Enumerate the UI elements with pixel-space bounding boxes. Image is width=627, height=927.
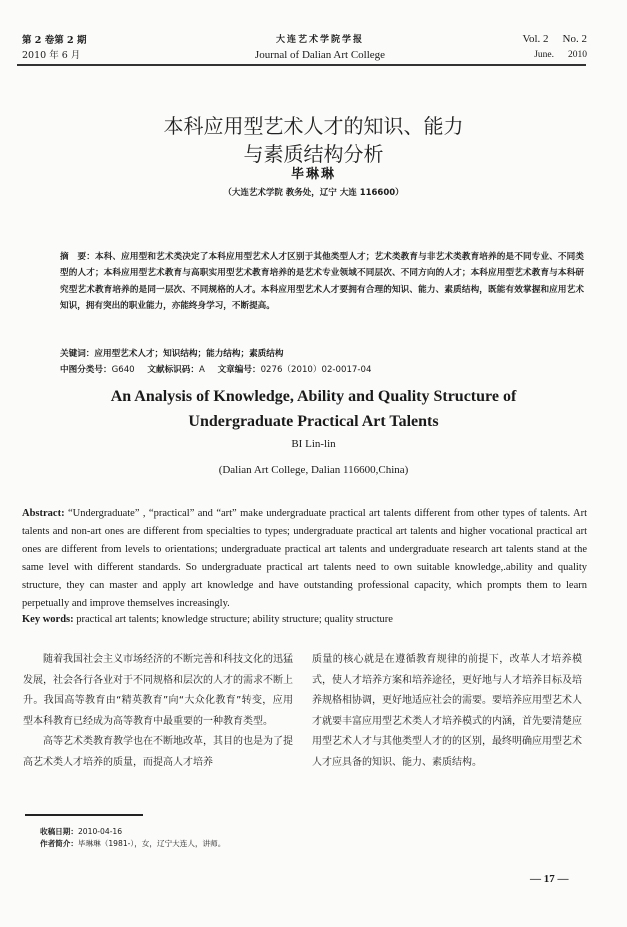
abstract-cn-label: 摘 要： [60, 252, 95, 262]
header-volume-date [22, 33, 86, 63]
bio-label: 作者简介： [40, 839, 78, 848]
abstract-en-text: “Undergraduate” , “practical” and “art” make undergraduate practical art talents different from other types of talents. Art talents and non-art ones are different from specialties to types; undergraduate practical art talents and higher vocational practical art ones are different from levels to orientations; undergraduate practical art talents and undergraduate research art talents stand at the same level with different standards. So undergraduate practical art talents need to own suitable knowledge,.ability and quality structure, they can master and apply art knowledge and have outstanding professional capacity, which prompts them to learn perpetually and improve themselves increasingly. [22, 508, 587, 609]
volume-issue-cn: 第 2 卷第 2 期 [22, 35, 87, 46]
author-bio [40, 838, 225, 850]
bio-value: 毕琳琳（1981-），女，辽宁大连人，讲师。 [77, 839, 226, 848]
keywords-cn-text: 应用型艺术人才；知识结构；能力结构；素质结构 [94, 349, 284, 359]
article-no-value: 0276（2010）02-0017-04 [260, 365, 372, 375]
title-cn-line1: 本科应用型艺术人才的知识、能力 [163, 114, 464, 138]
journal-name-cn: 大连艺术学院学报 [275, 35, 364, 45]
volume-label: Vol. 2 [522, 33, 549, 45]
keywords-cn-label: 关键词： [60, 349, 95, 359]
journal-name-en: Journal of Dalian Art College [254, 49, 386, 61]
doc-code-label: 文献标识码： [147, 365, 199, 375]
paper-title-cn [0, 112, 627, 168]
body-column-right [312, 650, 582, 773]
month-label: June. [534, 50, 554, 60]
received-label: 收稿日期： [40, 827, 78, 836]
date-cn: 2010 年 6 月 [22, 50, 81, 61]
keywords-en-text: practical art talents; knowledge structure; ability structure; quality structure [73, 614, 393, 625]
clc-value: G640 [111, 365, 135, 375]
body-paragraph: 质量的核心就是在遵循教育规律的前提下，改革人才培养模式，使人才培养方案和培养途径，更好地与人才培养目标及培养规格相协调，更好地适应社会的需要。要培养应用型艺术人才就要丰富应用型艺术类人才培养模式的内涵，首先要清楚应用型艺术人才与其他类型人才的的区别，最终明确应用型艺术人才应具备的知识、能力、素质结构。 [312, 654, 582, 768]
title-en-line1: An Analysis of Knowledge, Ability and Quality Structure of [110, 388, 517, 405]
abstract-en-label: Abstract: [22, 508, 65, 519]
keywords-cn [60, 346, 584, 362]
body-paragraph: 随着我国社会主义市场经济的不断完善和科技文化的迅猛发展，社会各行各业对于不同规格和层次的人才的需求不断上升。我国高等教育由“精英教育”向“大众化教育”转变，应用型本科教育已经成为高等教育中最重要的一种教育类型。 [23, 654, 293, 727]
title-cn-line2: 与素质结构分析 [243, 142, 384, 166]
body-paragraph: 高等艺术类教育教学也在不断地改革，其目的也是为了提高艺术类人才培养的质量，而提高人才培养 [23, 736, 293, 768]
author-en: BI Lin-lin [291, 438, 336, 450]
abstract-cn [60, 249, 584, 314]
affiliation-en: (Dalian Art College, Dalian 116600,China) [218, 464, 409, 476]
received-value: 2010-04-16 [77, 827, 123, 836]
header-journal [200, 33, 440, 63]
author-cn: 毕琳琳 [290, 167, 336, 182]
footnote [40, 826, 225, 850]
year-label: 2010 [568, 50, 587, 60]
header-vol-no [522, 31, 587, 63]
body-column-left [23, 650, 293, 773]
abstract-en [22, 505, 587, 613]
paper-title-en [0, 384, 627, 434]
abstract-cn-text: 本科、应用型和艺术类决定了本科应用型艺术人才区别于其他类型人才；艺术类教育与非艺术类教育培养的是不同专业、不同类型的人才；本科应用型艺术教育与高职实用型艺术教育培养的是艺术专业领域不同层次、不同方向的人才；本科应用型艺术教育与本科研究型艺术教育培养的是同一层次、不同规格的人才。本科应用型艺术人才要拥有合理的知识、能力、素质结构，既能有效掌握和应用艺术知识，拥有突出的职业能力，亦能终身学习，不断提高。 [60, 252, 584, 311]
classification-cn [60, 362, 584, 378]
page-number: — 17 — [530, 873, 569, 885]
clc-label: 中图分类号： [60, 365, 112, 375]
title-en-line2: Undergraduate Practical Art Talents [188, 413, 439, 430]
affiliation-cn: （大连艺术学院 教务处，辽宁 大连 116600） [223, 188, 404, 198]
issue-label: No. 2 [562, 33, 587, 45]
footnote-rule [25, 814, 143, 816]
received-date [40, 826, 225, 838]
keywords-en-label: Key words: [22, 614, 74, 625]
keywords-en [22, 612, 587, 628]
header-rule [17, 64, 586, 66]
doc-code-value: A [198, 365, 205, 375]
article-no-label: 文章编号： [217, 365, 261, 375]
